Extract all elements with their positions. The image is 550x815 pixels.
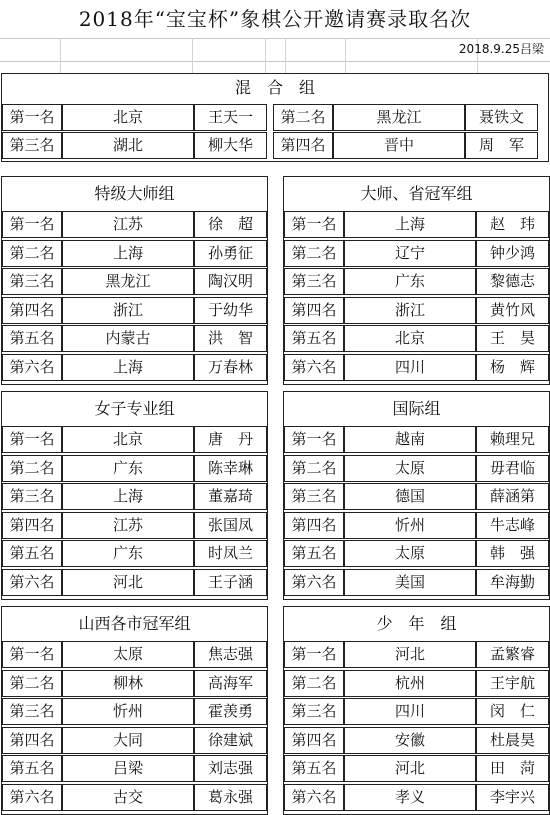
player-cell: 刘志强 (194, 755, 267, 782)
group-panel-grandmaster (1, 176, 268, 385)
region-cell: 太原 (344, 540, 476, 567)
region-cell: 孝义 (344, 784, 476, 811)
region-cell: 黑龙江 (62, 268, 194, 295)
rank-cell: 第四名 (2, 297, 62, 324)
table-row (2, 325, 267, 353)
group-title: 山西各市冠军组 (78, 614, 191, 633)
player-cell: 韩 强 (476, 540, 549, 567)
region-cell: 越南 (344, 426, 476, 453)
table-row (284, 211, 549, 239)
region-cell: 柳林 (62, 670, 194, 697)
region-cell: 北京 (62, 104, 194, 131)
rank-cell: 第二名 (2, 240, 62, 267)
player-cell: 牟海勤 (476, 569, 549, 596)
player-cell: 陈幸琳 (194, 455, 267, 482)
rank-cell: 第一名 (2, 641, 62, 668)
player-cell: 董嘉琦 (194, 483, 267, 510)
rank-cell: 第三名 (284, 268, 344, 295)
table-row (284, 240, 549, 268)
player-cell: 高海军 (194, 670, 267, 697)
rank-cell: 第一名 (284, 426, 344, 453)
player-cell: 杜晨昊 (476, 727, 549, 754)
player-cell: 王天一 (194, 104, 267, 131)
rank-cell: 第四名 (273, 132, 333, 159)
table-row (2, 426, 267, 454)
table-row (284, 784, 549, 812)
table-row (2, 240, 267, 268)
player-cell: 赖理兄 (476, 426, 549, 453)
player-cell: 时凤兰 (194, 540, 267, 567)
table-row (2, 483, 267, 511)
group-title: 少 年 组 (376, 614, 457, 633)
table-row (2, 211, 267, 239)
table-row (284, 426, 549, 454)
grid-line (285, 38, 286, 73)
rank-cell: 第三名 (2, 698, 62, 725)
rank-cell: 第六名 (284, 784, 344, 811)
rank-cell: 第一名 (284, 641, 344, 668)
rank-cell: 第四名 (284, 512, 344, 539)
rank-cell: 第六名 (284, 354, 344, 381)
rank-cell: 第一名 (284, 211, 344, 238)
rank-cell: 第四名 (2, 727, 62, 754)
player-cell: 万春林 (194, 354, 267, 381)
group-title: 国际组 (392, 399, 441, 418)
rank-cell: 第二名 (2, 455, 62, 482)
mixed-group-title: 混 合 组 (234, 78, 315, 97)
group-panel-shanxi (1, 606, 268, 815)
rank-cell: 第一名 (2, 211, 62, 238)
region-cell: 内蒙古 (62, 325, 194, 352)
region-cell: 杭州 (344, 670, 476, 697)
table-row (284, 325, 549, 353)
table-row (284, 297, 549, 325)
region-cell: 浙江 (344, 297, 476, 324)
rank-cell: 第三名 (284, 698, 344, 725)
group-title: 女子专业组 (94, 399, 175, 418)
region-cell: 上海 (62, 240, 194, 267)
player-cell: 于幼华 (194, 297, 267, 324)
region-cell: 江苏 (62, 512, 194, 539)
player-cell: 焦志强 (194, 641, 267, 668)
table-row (2, 132, 548, 160)
rank-cell: 第四名 (284, 727, 344, 754)
grid-line (265, 38, 266, 73)
player-cell: 田 菏 (476, 755, 549, 782)
mixed-group-panel (1, 73, 549, 162)
rank-cell: 第二名 (284, 240, 344, 267)
table-row (2, 727, 267, 755)
region-cell: 晋中 (333, 132, 465, 159)
grid-line (60, 38, 61, 73)
region-cell: 四川 (344, 698, 476, 725)
player-cell: 王宇航 (476, 670, 549, 697)
player-cell: 赵 玮 (476, 211, 549, 238)
table-row (2, 698, 267, 726)
region-cell: 辽宁 (344, 240, 476, 267)
group-title: 特级大师组 (94, 184, 175, 203)
player-cell: 黄竹风 (476, 297, 549, 324)
date-location: 2018.9.25吕梁 (458, 42, 544, 56)
group-panel-master (283, 176, 550, 385)
grid-line (192, 38, 193, 73)
table-row (2, 540, 267, 568)
player-cell: 钟少鸿 (476, 240, 549, 267)
player-cell: 王 昊 (476, 325, 549, 352)
player-cell: 葛永强 (194, 784, 267, 811)
region-cell: 河北 (62, 569, 194, 596)
region-cell: 江苏 (62, 211, 194, 238)
player-cell: 王子涵 (194, 569, 267, 596)
rank-cell: 第五名 (284, 325, 344, 352)
rank-cell: 第五名 (2, 325, 62, 352)
region-cell: 浙江 (62, 297, 194, 324)
region-cell: 太原 (344, 455, 476, 482)
player-cell: 黎德志 (476, 268, 549, 295)
rank-cell: 第五名 (284, 755, 344, 782)
rank-cell: 第五名 (2, 755, 62, 782)
rank-cell: 第二名 (273, 104, 333, 131)
table-row (284, 483, 549, 511)
player-cell: 唐 丹 (194, 426, 267, 453)
region-cell: 广东 (62, 540, 194, 567)
player-cell: 洪 智 (194, 325, 267, 352)
table-row (2, 104, 548, 132)
grid-line (345, 38, 346, 73)
region-cell: 广东 (62, 455, 194, 482)
rank-cell: 第一名 (2, 426, 62, 453)
rank-cell: 第四名 (284, 297, 344, 324)
rank-cell: 第二名 (2, 670, 62, 697)
player-cell: 徐建斌 (194, 727, 267, 754)
group-panel-women (1, 391, 268, 600)
player-cell: 闵 仁 (476, 698, 549, 725)
player-cell: 周 军 (465, 132, 538, 159)
table-row (284, 755, 549, 783)
region-cell: 广东 (344, 268, 476, 295)
table-row (284, 727, 549, 755)
rank-cell: 第六名 (2, 569, 62, 596)
region-cell: 北京 (344, 325, 476, 352)
region-cell: 太原 (62, 641, 194, 668)
table-row (2, 784, 267, 812)
group-title: 大师、省冠军组 (360, 184, 473, 203)
player-cell: 杨 辉 (476, 354, 549, 381)
table-row (284, 268, 549, 296)
player-cell: 张国凤 (194, 512, 267, 539)
rank-cell: 第三名 (2, 268, 62, 295)
player-cell: 柳大华 (194, 132, 267, 159)
player-cell: 孙勇征 (194, 240, 267, 267)
rank-cell: 第六名 (2, 784, 62, 811)
table-row (284, 670, 549, 698)
region-cell: 四川 (344, 354, 476, 381)
table-row (2, 641, 267, 669)
region-cell: 上海 (344, 211, 476, 238)
table-row (284, 698, 549, 726)
table-row (2, 354, 267, 382)
player-cell: 陶汉明 (194, 268, 267, 295)
player-cell: 李宇兴 (476, 784, 549, 811)
group-panel-youth (283, 606, 550, 815)
region-cell: 古交 (62, 784, 194, 811)
rank-cell: 第三名 (2, 132, 62, 159)
table-row (284, 540, 549, 568)
rank-cell: 第五名 (2, 540, 62, 567)
region-cell: 上海 (62, 354, 194, 381)
table-row (284, 455, 549, 483)
table-row (2, 512, 267, 540)
table-row (284, 641, 549, 669)
region-cell: 忻州 (62, 698, 194, 725)
region-cell: 湖北 (62, 132, 194, 159)
player-cell: 孟繁睿 (476, 641, 549, 668)
region-cell: 河北 (344, 755, 476, 782)
player-cell: 薛涵第 (476, 483, 549, 510)
region-cell: 北京 (62, 426, 194, 453)
rank-cell: 第三名 (2, 483, 62, 510)
table-row (2, 569, 267, 597)
table-row (284, 354, 549, 382)
table-row (2, 455, 267, 483)
table-row (2, 670, 267, 698)
rank-cell: 第三名 (284, 483, 344, 510)
region-cell: 大同 (62, 727, 194, 754)
rank-cell: 第二名 (284, 670, 344, 697)
page-title: 2018年“宝宝杯”象棋公开邀请赛录取名次 (78, 7, 472, 31)
table-row (2, 755, 267, 783)
table-row (284, 512, 549, 540)
player-cell: 牛志峰 (476, 512, 549, 539)
region-cell: 德国 (344, 483, 476, 510)
player-cell: 毋君临 (476, 455, 549, 482)
region-cell: 忻州 (344, 512, 476, 539)
rank-cell: 第二名 (284, 455, 344, 482)
group-panel-international (283, 391, 550, 600)
player-cell: 徐 超 (194, 211, 267, 238)
table-row (284, 569, 549, 597)
rank-cell: 第六名 (2, 354, 62, 381)
rank-cell: 第一名 (2, 104, 62, 131)
region-cell: 吕梁 (62, 755, 194, 782)
table-row (2, 268, 267, 296)
region-cell: 黑龙江 (333, 104, 465, 131)
region-cell: 安徽 (344, 727, 476, 754)
rank-cell: 第四名 (2, 512, 62, 539)
rank-cell: 第五名 (284, 540, 344, 567)
region-cell: 上海 (62, 483, 194, 510)
region-cell: 美国 (344, 569, 476, 596)
rank-cell: 第六名 (284, 569, 344, 596)
table-row (2, 297, 267, 325)
player-cell: 霍羡勇 (194, 698, 267, 725)
region-cell: 河北 (344, 641, 476, 668)
player-cell: 聂铁文 (465, 104, 538, 131)
